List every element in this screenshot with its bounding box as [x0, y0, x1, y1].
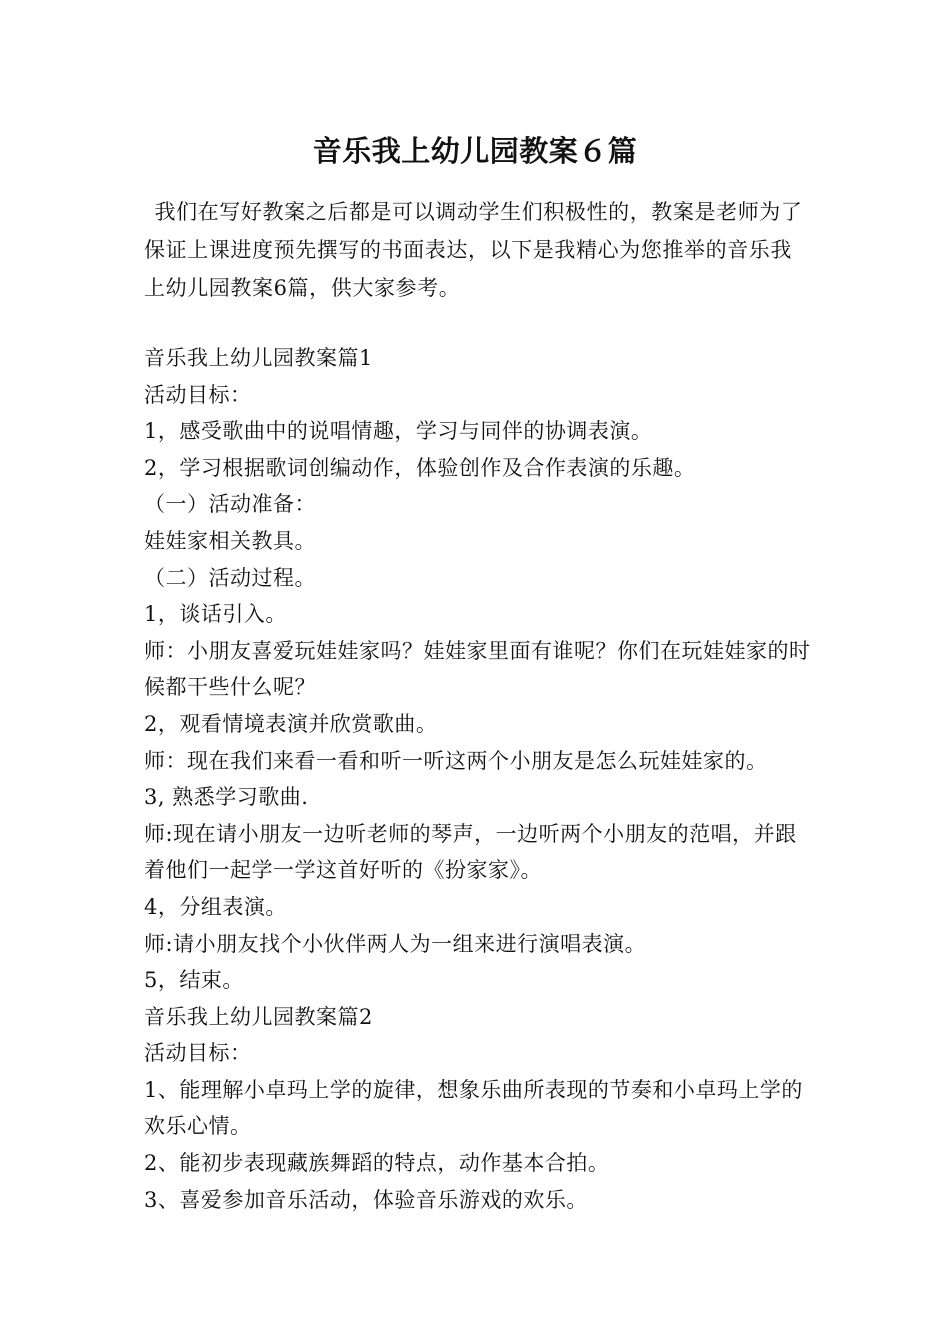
subheading: 活动目标：: [144, 1041, 252, 1066]
body-line: 5，结束。: [144, 968, 244, 993]
body-line: 师：小朋友喜爱玩娃娃家吗？娃娃家里面有谁呢？你们在玩娃娃家的时候都干些什么呢？: [144, 638, 811, 700]
body-line: 4，分组表演。: [144, 894, 287, 919]
body-line: 2，观看情境表演并欣赏歌曲。: [144, 711, 438, 736]
intro-paragraph: 我们在写好教案之后都是可以调动学生们积极性的，教案是老师为了保证上课进度预先撰写的书面表达，以下是我精心为您推举的音乐我上幼儿园教案6篇，供大家参考。: [144, 200, 803, 300]
body-line: 3、喜爱参加音乐活动，体验音乐游戏的欢乐。: [144, 1187, 588, 1212]
body-line: 师:现在请小朋友一边听老师的琴声，一边听两个小朋友的范唱，并跟着他们一起学一学这首好听的《扮家家》。: [144, 821, 797, 883]
subheading: （一）活动准备：: [144, 492, 316, 517]
section-heading: 音乐我上幼儿园教案篇1: [144, 346, 373, 370]
body-line: 1，感受歌曲中的说唱情趣，学习与同伴的协调表演。: [144, 419, 653, 444]
body-line: 师:请小朋友找个小伙伴两人为一组来进行演唱表演。: [144, 931, 647, 956]
document-body: [144, 340, 812, 1218]
body-line: 3, 熟悉学习歌曲.: [144, 785, 309, 810]
subheading: （二）活动过程。: [144, 565, 316, 590]
body-line: 2、能初步表现藏族舞蹈的特点，动作基本合拍。: [144, 1151, 610, 1176]
body-line: 师：现在我们来看一看和听一听这两个小朋友是怎么玩娃娃家的。: [144, 748, 768, 773]
body-line: 1，谈话引入。: [144, 602, 287, 627]
body-line: 2，学习根据歌词创编动作，体验创作及合作表演的乐趣。: [144, 455, 696, 480]
body-line: 1、能理解小卓玛上学的旋律，想象乐曲所表现的节奏和小卓玛上学的欢乐心情。: [144, 1077, 803, 1139]
subheading: 活动目标：: [144, 382, 252, 407]
document-title: 音乐我上幼儿园教案６篇: [312, 134, 638, 168]
body-line: 娃娃家相关教具。: [144, 528, 316, 553]
section-heading: 音乐我上幼儿园教案篇2: [144, 1004, 373, 1029]
